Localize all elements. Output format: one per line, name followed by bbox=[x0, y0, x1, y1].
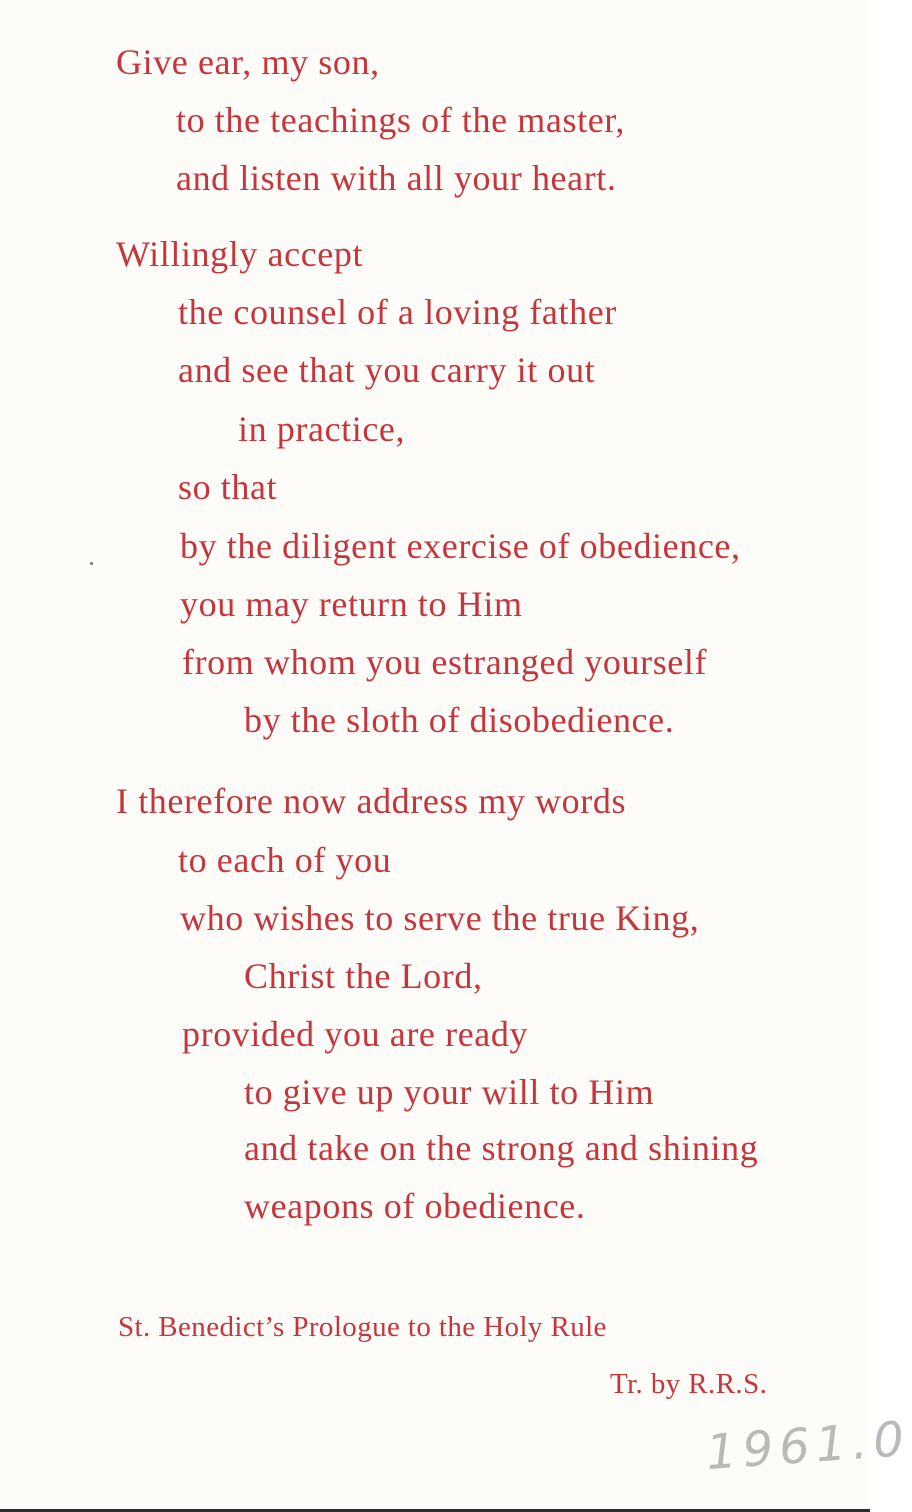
verse-line: and listen with all your heart. bbox=[176, 158, 617, 198]
verse-line: provided you are ready bbox=[182, 1014, 529, 1054]
verse-line: in practice, bbox=[238, 409, 406, 449]
verse-line: the counsel of a loving father bbox=[178, 292, 617, 332]
verse-line: and take on the strong and shining bbox=[244, 1128, 759, 1168]
verse-line: to each of you bbox=[178, 840, 392, 880]
verse-line: Christ the Lord, bbox=[244, 956, 483, 996]
verse-line: so that bbox=[178, 467, 278, 507]
verse-line: you may return to Him bbox=[180, 584, 523, 624]
attribution-translator: Tr. by R.R.S. bbox=[610, 1368, 768, 1400]
verse-line: Willingly accept bbox=[116, 234, 364, 274]
verse-line: I therefore now address my words bbox=[116, 781, 627, 821]
verse-line: and see that you carry it out bbox=[178, 350, 596, 390]
attribution-source: St. Benedict’s Prologue to the Holy Rule bbox=[118, 1311, 607, 1343]
verse-line: by the sloth of disobedience. bbox=[244, 700, 675, 740]
verse-line: Give ear, my son, bbox=[116, 42, 380, 82]
verse-line: weapons of obedience. bbox=[244, 1186, 586, 1226]
verse-line: by the diligent exercise of obedience, bbox=[180, 526, 741, 566]
verse-line: to give up your will to Him bbox=[244, 1072, 655, 1112]
verse-line: to the teachings of the master, bbox=[176, 100, 626, 140]
paper-speck bbox=[90, 562, 93, 565]
handwritten-year-note: 1961.0 bbox=[704, 1410, 912, 1482]
verse-line: from whom you estranged yourself bbox=[182, 642, 708, 682]
verse-line: who wishes to serve the true King, bbox=[180, 898, 700, 938]
